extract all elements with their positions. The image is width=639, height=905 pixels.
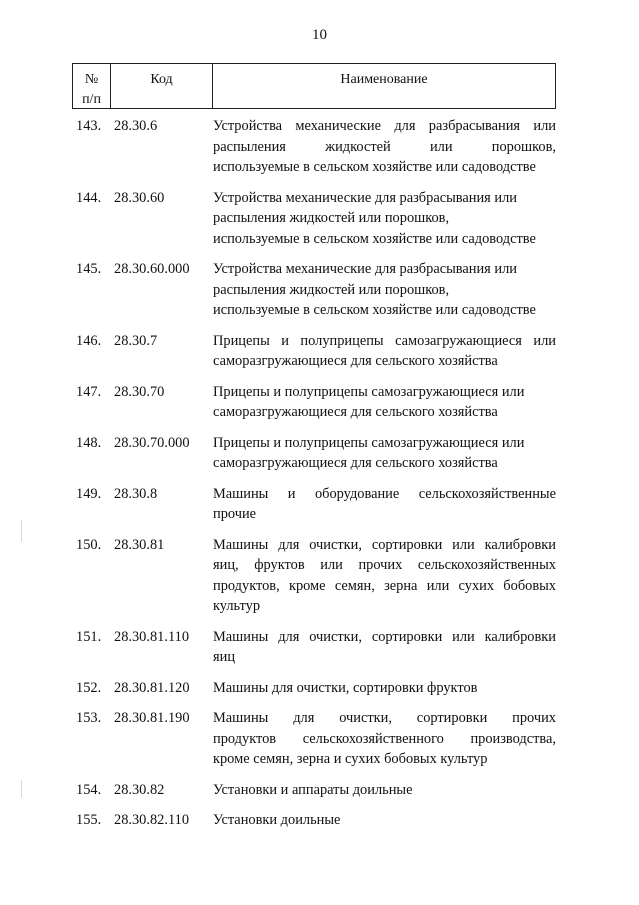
row-name-line: Машины и оборудование сельскохозяйственные (213, 485, 556, 502)
row-name (212, 484, 556, 525)
row-name-line: используемые в сельском хозяйстве или садоводстве (213, 159, 536, 175)
row-number: 148. (76, 434, 102, 451)
table-row (72, 116, 556, 178)
scan-margin-mark (21, 780, 22, 798)
table-body (72, 116, 556, 841)
row-name-line: культур (213, 598, 261, 614)
table-row (72, 627, 556, 668)
row-name-line: продуктов сельскохозяйственного производства, (213, 730, 556, 747)
row-name-line: Прицепы и полуприцепы самозагружающиеся или (213, 383, 525, 400)
row-number: 143. (76, 118, 102, 134)
row-name (212, 780, 556, 801)
scan-margin-mark (21, 520, 22, 542)
row-number: 153. (76, 710, 102, 726)
row-code: 28.30.81.190 (114, 710, 190, 726)
row-name-line: распыления жидкостей или порошков, (213, 210, 450, 226)
row-name (212, 678, 556, 699)
table-row (72, 535, 556, 617)
row-code: 28.30.82 (114, 781, 165, 798)
table-header (72, 63, 556, 109)
row-name-line: саморазгружающиеся для сельского хозяйства (213, 455, 498, 471)
row-code: 28.30.60.000 (114, 261, 190, 277)
row-name (212, 188, 556, 250)
row-number: 147. (76, 383, 102, 400)
table-row (72, 259, 556, 321)
row-name (212, 627, 556, 668)
row-code: 28.30.81 (114, 536, 165, 553)
row-name-line: Прицепы и полуприцепы самозагружающиеся или (213, 332, 556, 349)
row-name (212, 433, 556, 474)
table-row (72, 780, 556, 801)
row-name-line: Установки доильные (213, 812, 341, 828)
page-number: 10 (312, 27, 327, 43)
row-name (212, 810, 556, 831)
row-name-line: прочие (213, 506, 257, 522)
table-row (72, 188, 556, 250)
row-name-line: распыления жидкостей или порошков, (213, 281, 450, 298)
row-code: 28.30.60 (114, 189, 165, 206)
row-name-line: Устройства механические для разбрасывания или (213, 118, 556, 134)
row-name (212, 259, 556, 321)
table-row (72, 433, 556, 474)
row-code: 28.30.7 (114, 332, 158, 349)
row-name (212, 708, 556, 770)
row-number: 150. (76, 536, 102, 553)
table-row (72, 331, 556, 372)
header-name-cell (213, 64, 555, 108)
row-name-line: продуктов, кроме семян, зерна или сухих бобовых (213, 577, 556, 594)
row-name-line: Машины для очистки, сортировки или калибровки (213, 628, 556, 645)
row-name (212, 382, 556, 423)
row-name-line: яиц, фруктов или прочих сельскохозяйственных (213, 557, 556, 573)
row-name-line: Машины для очистки, сортировки прочих (213, 710, 556, 726)
row-code: 28.30.8 (114, 485, 158, 502)
row-code: 28.30.70.000 (114, 434, 190, 451)
row-code: 28.30.82.110 (114, 812, 190, 828)
header-num-cell (73, 64, 111, 108)
row-name-line: саморазгружающиеся для сельского хозяйства (213, 353, 498, 369)
row-name-line: используемые в сельском хозяйстве или садоводстве (213, 302, 536, 318)
row-name-line: распыления жидкостей или порошков, (213, 138, 556, 155)
header-num-label-line2: п/п (82, 92, 101, 107)
row-name-line: Прицепы и полуприцепы самозагружающиеся или (213, 434, 525, 451)
row-name-line: кроме семян, зерна и сухих бобовых культур (213, 751, 488, 767)
row-name-line: Установки и аппараты доильные (213, 781, 413, 798)
row-code: 28.30.70 (114, 383, 165, 400)
row-number: 149. (76, 485, 102, 502)
row-name-line: саморазгружающиеся для сельского хозяйства (213, 404, 498, 420)
row-name-line: Устройства механические для разбрасывания или (213, 189, 517, 206)
row-name (212, 116, 556, 178)
row-code: 28.30.81.120 (114, 679, 190, 696)
row-number: 154. (76, 781, 102, 798)
table-row (72, 708, 556, 770)
row-code: 28.30.6 (114, 118, 158, 134)
row-name-line: Машины для очистки, сортировки фруктов (213, 679, 478, 696)
header-num-label-line1: № (84, 72, 99, 87)
row-number: 145. (76, 261, 102, 277)
row-name (212, 331, 556, 372)
row-name-line: яиц (213, 649, 236, 665)
table-row (72, 484, 556, 525)
row-number: 151. (76, 628, 102, 645)
table-row (72, 810, 556, 831)
table-row (72, 678, 556, 699)
row-name-line: Машины для очистки, сортировки или калибровки (213, 536, 556, 553)
row-name-line: Устройства механические для разбрасывания или (213, 261, 517, 277)
row-name-line: используемые в сельском хозяйстве или садоводстве (213, 230, 536, 247)
table-row (72, 382, 556, 423)
row-number: 146. (76, 332, 102, 349)
header-name-label: Наименование (340, 72, 428, 87)
header-code-cell (111, 64, 213, 108)
row-number: 155. (76, 812, 102, 828)
row-name (212, 535, 556, 617)
row-number: 152. (76, 679, 102, 696)
row-number: 144. (76, 189, 102, 206)
header-code-label: Код (150, 72, 173, 87)
row-code: 28.30.81.110 (114, 628, 190, 645)
